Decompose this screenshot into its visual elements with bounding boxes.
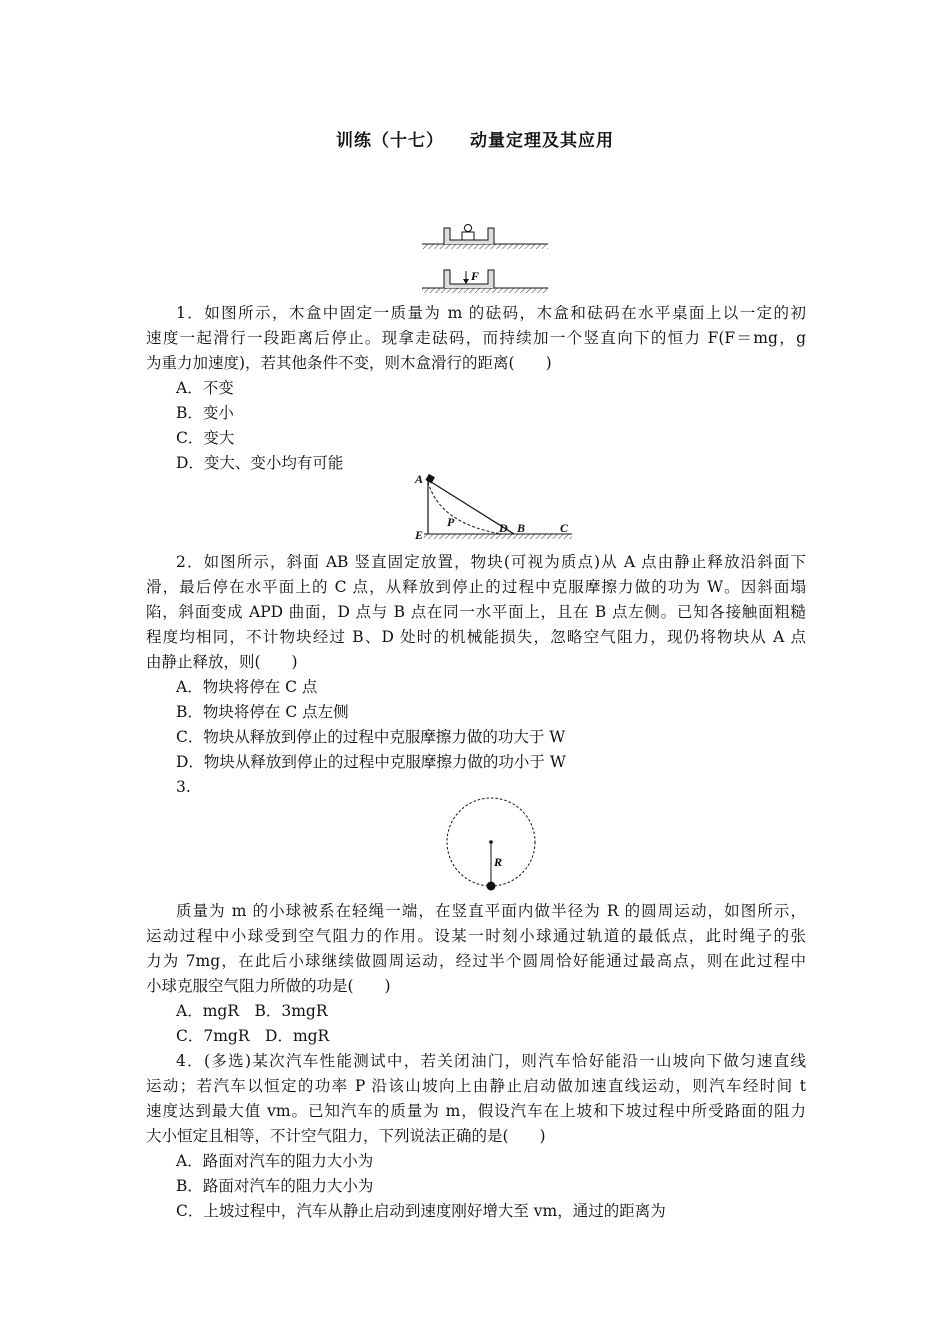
label-P: P: [447, 515, 455, 529]
label-B: B: [517, 521, 526, 535]
q4-option-b: B．路面对汽车的阻力大小为: [176, 1177, 374, 1195]
q1-option-c: C．变大: [176, 429, 235, 447]
q2-option-d: D．物块从释放到停止的过程中克服摩擦力做的功小于 W: [176, 753, 566, 771]
q1-line-2: 速度一起滑行一段距离后停止。现拿走砝码，而持续加一个竖直向下的恒力 F(F＝mg，g: [146, 329, 806, 347]
label-R: R: [494, 855, 503, 869]
q2-line-4: 程度均相同，不计物块经过 B、D 处时的机械能损失，忽略空气阻力，现仍将物块从 A 点: [146, 628, 806, 646]
q3-line-1: 质量为 m 的小球被系在轻绳一端，在竖直平面内做半径为 R 的圆周运动，如图所示，: [176, 902, 806, 920]
q4-line-2: 运动；若汽车以恒定的功率 P 沿该山坡向上由静止启动做加速直线运动，则汽车经时间 t: [146, 1077, 806, 1095]
q4-line-4: 大小恒定且相等，不计空气阻力，下列说法正确的是( ): [146, 1127, 546, 1145]
q1-option-a: A．不变: [176, 379, 234, 397]
label-F: F: [471, 269, 480, 283]
q2-line-3: 陷，斜面变成 APD 曲面，D 点与 B 点在同一水平面上，且在 B 点左侧。已知各接触面粗糙: [146, 603, 806, 621]
label-C: C: [560, 521, 569, 535]
figure-incline-curve: [410, 472, 580, 544]
q3-line-4: 小球克服空气阻力所做的功是( ): [146, 977, 391, 995]
q3-options-cd: C．7mgR D．mgR: [176, 1027, 330, 1045]
q4-option-a: A．路面对汽车的阻力大小为: [176, 1152, 374, 1170]
q1-option-d: D．变大、变小均有可能: [176, 454, 344, 472]
q1-line-1: 1．如图所示，木盒中固定一质量为 m 的砝码，木盒和砝码在水平桌面上以一定的初: [176, 304, 806, 322]
title-part-1: 训练（十七）: [336, 131, 444, 151]
q3-line-2: 运动过程中小球受到空气阻力的作用。设某一时刻小球通过轨道的最低点，此时绳子的张: [146, 927, 806, 945]
q1-line-3: 为重力加速度)，若其他条件不变，则木盒滑行的距离( ): [146, 354, 552, 372]
label-E: E: [415, 528, 424, 542]
title-part-2: 动量定理及其应用: [470, 131, 614, 151]
q3-number: 3.: [176, 778, 191, 796]
figure-box-weight-force: [418, 214, 554, 296]
q4-line-1: 4．(多选)某次汽车性能测试中，若关闭油门，则汽车恰好能沿一山坡向下做匀速直线: [176, 1052, 806, 1070]
q4-line-3: 速度达到最大值 vm。已知汽车的质量为 m，假设汽车在上坡和下坡过程中所受路面的阻力: [146, 1102, 806, 1120]
figure-vertical-circle: [444, 796, 538, 892]
q2-line-1: 2．如图所示，斜面 AB 竖直固定放置，物块(可视为质点)从 A 点由静止释放沿斜面下: [176, 553, 806, 571]
q1-option-b: B．变小: [176, 404, 234, 422]
q2-option-c: C．物块从释放到停止的过程中克服摩擦力做的功大于 W: [176, 728, 566, 746]
q2-option-b: B．物块将停在 C 点左侧: [176, 703, 349, 721]
q2-line-5: 由静止释放，则( ): [146, 653, 298, 671]
page-title: [0, 126, 950, 151]
label-D: D: [499, 521, 508, 535]
q3-options-ab: A．mgR B．3mgR: [176, 1002, 328, 1020]
q2-option-a: A．物块将停在 C 点: [176, 678, 318, 696]
q3-line-3: 力为 7mg，在此后小球继续做圆周运动，经过半个圆周恰好能通过最高点，则在此过程中: [146, 952, 806, 970]
q2-line-2: 滑，最后停在水平面上的 C 点，从释放到停止的过程中克服摩擦力做的功为 W。因斜面塌: [146, 578, 806, 596]
q4-option-c: C．上坡过程中，汽车从静止启动到速度刚好增大至 vm，通过的距离为: [176, 1202, 666, 1220]
label-A: A: [415, 472, 424, 486]
